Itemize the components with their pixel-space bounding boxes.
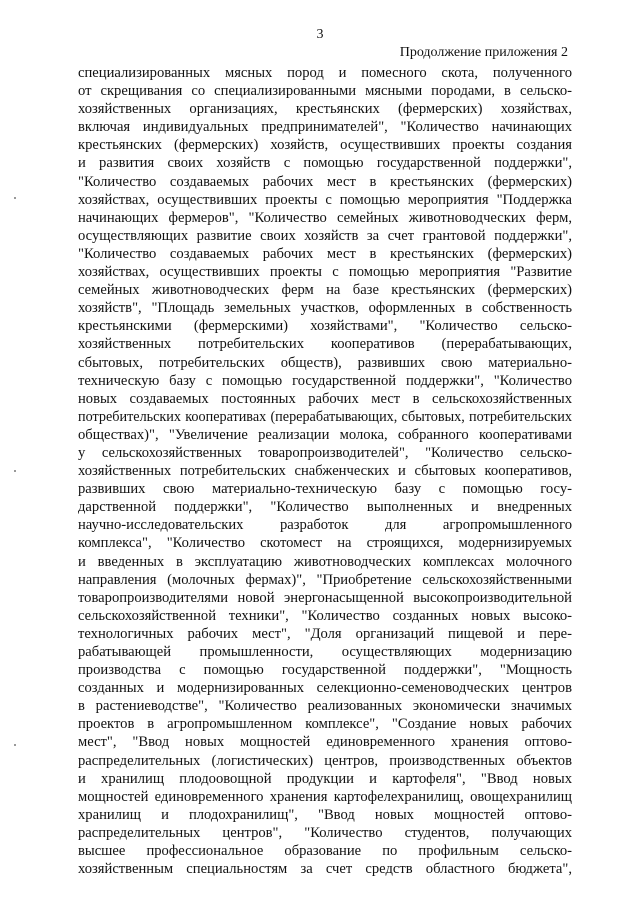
text-line: потребительских кооперативах (перерабатывающих, сбытовых, потребительских — [78, 408, 572, 425]
text-line: распределительных центров", "Количество студентов, получающих — [78, 824, 572, 841]
text-line: технологичных рабочих мест", "Доля организаций пищевой и пере- — [78, 625, 572, 642]
text-line: сельскохозяйственной техники", "Количество созданных новых высоко- — [78, 607, 572, 624]
text-line: "Количество создаваемых рабочих мест в крестьянских (фермерских) — [78, 173, 572, 190]
text-line: в растениеводстве", "Количество реализованных экономически значимых — [78, 698, 572, 715]
text-line: хозяйств", "Площадь земельных участков, оформленных в собственность — [78, 300, 572, 317]
text-line: научно-исследовательских разработок для агропромышленного — [78, 517, 572, 534]
text-line: специализированных мясных пород и помесного скота, полученного — [78, 65, 572, 81]
text-line: "Количество создаваемых рабочих мест в крестьянских (фермерских) — [78, 245, 572, 262]
text-line: развивших свою материально-техническую базу с помощью госу- — [78, 481, 572, 498]
text-line: рабатывающей промышленности, осуществляющих модернизацию — [78, 644, 572, 660]
margin-mark-middle — [14, 470, 16, 472]
text-line: созданных и модернизированных селекционно-семеноводческих центров — [78, 680, 572, 697]
text-line: дарственной поддержки", "Количество выполненных и внедренных — [78, 499, 572, 516]
text-line: хозяйствах, осуществивших проекты с помощью мероприятия "Поддержка — [78, 191, 572, 208]
text-line: высшее профессиональное образование по профильным сельско- — [78, 843, 572, 860]
text-line: хранилищ и плодохранилищ", "Ввод новых мощностей оптово- — [78, 806, 572, 823]
document-body — [78, 64, 572, 878]
text-line: и хранилищ плодоовощной продукции и картофеля", "Ввод новых — [78, 770, 572, 787]
text-line: от скрещивания со специализированными мясными породами, в сельско- — [78, 83, 572, 100]
page-number: 3 — [316, 27, 324, 42]
text-line: направления (молочных фермах)", "Приобретение сельскохозяйственными — [78, 571, 572, 588]
appendix-continuation-note: Продолжение приложения 2 — [399, 45, 568, 60]
text-line: новых создаваемых постоянных рабочих мест в сельскохозяйственных — [78, 390, 572, 407]
text-line: обществах)", "Увеличение реализации молока, собранного кооперативами — [78, 426, 572, 443]
text-line: распределительных (логистических) центров, производственных объектов — [78, 752, 572, 769]
text-line: и введенных в эксплуатацию животноводческих комплексах молочного — [78, 553, 572, 570]
text-line: включая индивидуальных предпринимателей", "Количество начинающих — [78, 119, 572, 136]
text-line: проектов в агропромышленном комплексе", "Создание новых рабочих — [78, 716, 572, 733]
text-line: хозяйствах, осуществивших проекты с помощью мероприятия "Развитие — [78, 264, 572, 281]
text-line: крестьянскими (фермерскими) хозяйствами", "Количество сельско- — [78, 318, 572, 335]
text-line: хозяйственных потребительских снабженческих и сбытовых кооперативов, — [78, 463, 572, 480]
text-line: комплекса", "Количество скотомест на строящихся, модернизируемых — [78, 535, 572, 552]
text-line: начинающих фермеров", "Количество семейных животноводческих ферм, — [78, 209, 572, 226]
text-line: крестьянских (фермерских) хозяйств, осуществивших проекты создания — [78, 137, 572, 154]
text-line: хозяйственным специальностям за счет средств областного бюджета", — [78, 861, 572, 878]
text-line: техническую базу с помощью государственной поддержки", "Количество — [78, 372, 572, 389]
text-line: мест", "Ввод новых мощностей единовременного хранения оптово- — [78, 734, 572, 751]
margin-mark-bottom — [14, 744, 16, 746]
text-line: и развития своих хозяйств с помощью государственной поддержки", — [78, 155, 572, 172]
text-line: семейных животноводческих ферм на базе крестьянских (фермерских) — [78, 282, 572, 299]
text-line: мощностей единовременного хранения картофелехранилищ, овощехранилищ — [78, 788, 572, 805]
text-line: у сельскохозяйственных товаропроизводителей", "Количество сельско- — [78, 444, 572, 461]
text-line: хозяйственных организациях, крестьянских (фермерских) хозяйствах, — [78, 101, 572, 118]
text-line: хозяйственных потребительских кооперативов (перерабатывающих, — [78, 336, 572, 353]
text-line: производства с помощью государственной поддержки", "Мощность — [78, 662, 572, 679]
text-line: осуществляющих развитие своих хозяйств за счет грантовой поддержки", — [78, 227, 572, 244]
text-line: сбытовых, потребительских обществ), развивших свою материально- — [78, 354, 572, 371]
text-line: товаропроизводителями новой энергонасыщенной высокопроизводительной — [78, 589, 572, 606]
margin-mark-top — [14, 197, 16, 199]
